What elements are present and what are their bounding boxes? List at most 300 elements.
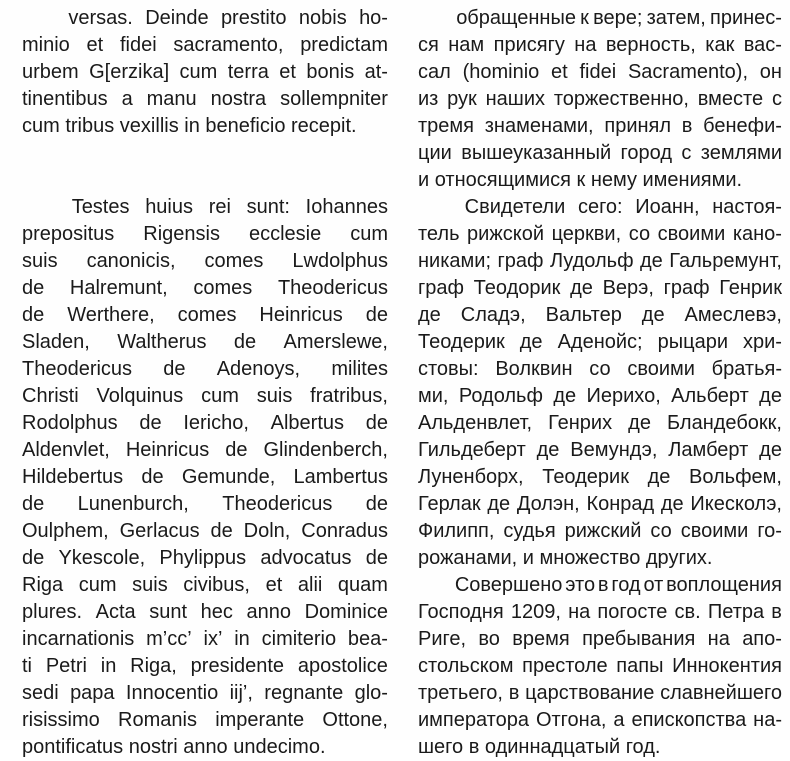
text-line xyxy=(418,32,782,59)
word: Riga, xyxy=(130,655,177,677)
word: он xyxy=(759,61,782,83)
word: рыцари xyxy=(657,331,728,353)
word: manu xyxy=(146,88,197,110)
word: Риге, xyxy=(418,628,467,650)
word: го- xyxy=(757,520,782,542)
word: никами; xyxy=(418,250,492,272)
word: de xyxy=(22,304,45,326)
word: настоя- xyxy=(712,196,782,218)
word: plures. xyxy=(22,601,83,623)
word: славнейшего xyxy=(660,682,782,704)
word: на xyxy=(574,34,597,56)
word: из xyxy=(418,88,439,110)
word: de xyxy=(22,493,45,515)
word: papa xyxy=(70,682,115,704)
word: Hildebertus xyxy=(22,466,124,488)
word: Albertus xyxy=(270,412,344,434)
text-line xyxy=(22,572,388,599)
word: Гильдеберт xyxy=(418,439,526,461)
text-line xyxy=(418,86,782,113)
word: imperante xyxy=(215,709,305,731)
word: de xyxy=(163,358,186,380)
text-line xyxy=(418,572,782,599)
text-line xyxy=(22,275,388,302)
word: Halremunt, xyxy=(69,277,168,299)
paragraph-russian-p2 xyxy=(418,194,782,572)
word: ся xyxy=(418,34,439,56)
word: город xyxy=(620,142,672,164)
word: de xyxy=(233,331,257,353)
word: m’cc’ xyxy=(146,628,192,650)
text-line xyxy=(22,113,388,140)
text-line xyxy=(22,653,388,680)
word: advocatus xyxy=(260,547,352,569)
word: де xyxy=(640,250,663,272)
word: Riga xyxy=(22,574,64,596)
word: рук xyxy=(447,88,477,110)
word: incarnationis xyxy=(22,628,135,650)
word: rei xyxy=(208,196,231,218)
word: Adenoys, xyxy=(216,358,301,380)
word: Rigensis xyxy=(143,223,220,245)
text-line xyxy=(418,680,782,707)
word: а xyxy=(613,709,625,731)
line-text: и относящимися к нему имениями. xyxy=(418,169,743,191)
word: Икесколэ, xyxy=(690,493,782,515)
word: время xyxy=(512,628,570,650)
word: Theodericus xyxy=(277,277,388,299)
word: де xyxy=(487,493,511,515)
word: Volquinus xyxy=(96,385,184,407)
word: Rodolphus xyxy=(22,412,118,434)
word: де xyxy=(628,412,651,434)
paragraph-latin-p2 xyxy=(22,194,388,761)
paragraph-spacer-latin xyxy=(22,140,388,194)
word: епископства xyxy=(631,709,747,731)
word: де xyxy=(553,385,577,407)
word: comes xyxy=(204,250,264,272)
word: ti xyxy=(22,655,32,677)
word: Лудольф xyxy=(549,250,634,272)
word: presidente xyxy=(190,655,285,677)
word: де xyxy=(536,439,560,461)
word: обращенные xyxy=(456,7,576,29)
word: Romanis xyxy=(118,709,197,731)
word: ecclesie xyxy=(248,223,322,245)
line-text: рожанами, и множество других. xyxy=(418,547,713,569)
word: рижский xyxy=(564,520,642,542)
word: сего: xyxy=(577,196,623,218)
text-line xyxy=(418,518,782,545)
word: de xyxy=(22,277,45,299)
word: prepositus xyxy=(22,223,115,245)
word: Sladen, xyxy=(22,331,90,353)
word: regnante xyxy=(264,682,344,704)
text-line xyxy=(22,194,388,221)
word: ho- xyxy=(359,7,388,29)
word: Господня xyxy=(418,601,504,623)
word: de xyxy=(139,412,162,434)
word: G[erzika] xyxy=(89,61,170,83)
word: de xyxy=(210,520,233,542)
word: Совершено xyxy=(454,574,563,596)
text-line xyxy=(22,356,388,383)
text-line xyxy=(418,194,782,221)
word: кано- xyxy=(732,223,782,245)
word: Theodericus xyxy=(22,358,133,380)
text-line xyxy=(22,221,388,248)
text-line xyxy=(418,113,782,140)
text-line xyxy=(418,275,782,302)
text-line xyxy=(418,491,782,518)
word: вас- xyxy=(743,34,782,56)
word: апо- xyxy=(742,628,782,650)
line-text: шего в одиннадцатый год. xyxy=(418,736,661,758)
word: вместе xyxy=(697,88,764,110)
word: Ykescole, xyxy=(58,547,146,569)
word: Heinricus xyxy=(259,304,343,326)
text-line xyxy=(418,626,782,653)
word: ми, xyxy=(418,385,449,407)
word: Вольфем, xyxy=(688,466,782,488)
word: et xyxy=(265,574,283,596)
word: iij’, xyxy=(229,682,253,704)
text-line xyxy=(22,599,388,626)
word: Oulphem, xyxy=(22,520,109,542)
word: canonicis, xyxy=(86,250,176,272)
word: во xyxy=(478,628,500,650)
word: присягу xyxy=(493,34,565,56)
word: et xyxy=(86,34,104,56)
word: Генрих xyxy=(548,412,613,434)
word: sunt: xyxy=(246,196,290,218)
word: бенефи- xyxy=(703,115,782,137)
word: на xyxy=(707,628,730,650)
word: вере; xyxy=(593,7,643,29)
line-text: pontificatus nostri anno undecimo. xyxy=(22,736,326,758)
word: de xyxy=(141,466,164,488)
word: Теодорик xyxy=(473,277,561,299)
word: Филипп, xyxy=(418,520,495,542)
word: Conradus xyxy=(301,520,388,542)
word: bea- xyxy=(347,628,388,650)
word: comes xyxy=(177,304,237,326)
word: in xyxy=(100,655,117,677)
word: Свидетели xyxy=(464,196,566,218)
word: как xyxy=(705,34,735,56)
text-line xyxy=(22,329,388,356)
word: с xyxy=(771,88,782,110)
text-line xyxy=(418,356,782,383)
word: верность, xyxy=(605,34,696,56)
word: Иерихо, xyxy=(586,385,661,407)
word: tinentibus xyxy=(22,88,108,110)
word: де xyxy=(570,277,593,299)
word: Родольф xyxy=(458,385,543,407)
word: nostra xyxy=(210,88,267,110)
word: стовы: xyxy=(418,358,479,380)
word: своими xyxy=(627,358,695,380)
word: императора xyxy=(418,709,529,731)
word: Iohannes xyxy=(305,196,388,218)
word: в xyxy=(681,115,693,137)
word: де xyxy=(759,439,782,461)
text-line xyxy=(418,545,782,572)
word: Acta xyxy=(95,601,136,623)
word: церкви, xyxy=(551,223,622,245)
text-line xyxy=(418,707,782,734)
line-text: cum tribus vexillis in beneficio recepit. xyxy=(22,115,357,137)
text-line xyxy=(418,437,782,464)
word: царствование xyxy=(525,682,655,704)
word: Верэ, xyxy=(602,277,654,299)
word: ix’ xyxy=(203,628,223,650)
word: Lambertus xyxy=(293,466,388,488)
word: anno xyxy=(246,601,291,623)
word: вышеуказанный xyxy=(461,142,612,164)
text-line xyxy=(418,248,782,275)
word: Теодерик xyxy=(418,331,505,353)
word: Gemunde, xyxy=(181,466,276,488)
word: Testes xyxy=(71,196,130,218)
word: sedi xyxy=(22,682,59,704)
word: папы xyxy=(616,655,664,677)
word: граф xyxy=(418,277,464,299)
word: Innocentio xyxy=(125,682,219,704)
word: prestito xyxy=(220,7,287,29)
word: de xyxy=(365,412,388,434)
word: Иннокентия xyxy=(672,655,782,677)
word: Ottone, xyxy=(322,709,388,731)
word: cum xyxy=(201,385,239,407)
word: fidei xyxy=(579,61,617,83)
text-line xyxy=(22,491,388,518)
word: сал xyxy=(418,61,451,83)
word: де xyxy=(660,493,684,515)
word: тель xyxy=(418,223,460,245)
word: граф xyxy=(497,250,544,272)
word: Альденвлет, xyxy=(418,412,533,434)
word: de xyxy=(365,547,388,569)
word: де xyxy=(647,466,671,488)
text-line xyxy=(22,680,388,707)
word: cimiterio xyxy=(261,628,337,650)
word: со xyxy=(650,520,672,542)
word: Deinde xyxy=(145,7,209,29)
word: Werthere, xyxy=(67,304,155,326)
word: де xyxy=(519,331,543,353)
word: quam xyxy=(337,574,388,596)
word: Альберт xyxy=(671,385,749,407)
word: de xyxy=(365,493,388,515)
word: predictam xyxy=(300,34,388,56)
text-line xyxy=(418,383,782,410)
word: граф xyxy=(663,277,710,299)
word: milites xyxy=(331,358,388,380)
text-line xyxy=(22,32,388,59)
word: sunt xyxy=(149,601,188,623)
word: торжественно, xyxy=(553,88,689,110)
word: тремя xyxy=(418,115,474,137)
text-line xyxy=(22,707,388,734)
word: Phylippus xyxy=(159,547,247,569)
word: cum xyxy=(350,223,388,245)
word: Вемундэ, xyxy=(570,439,658,461)
text-line xyxy=(418,599,782,626)
word: затем, xyxy=(646,7,706,29)
word: Иоанн, xyxy=(635,196,700,218)
word: 1209, xyxy=(510,601,561,623)
word: suis xyxy=(256,385,293,407)
word: suis xyxy=(132,574,168,596)
word: urbem xyxy=(22,61,79,83)
word: in xyxy=(234,628,250,650)
word: comes xyxy=(193,277,253,299)
word: Christi xyxy=(22,385,79,407)
text-line xyxy=(22,626,388,653)
word: в xyxy=(597,574,609,596)
word: Dominice xyxy=(304,601,388,623)
word: hec xyxy=(200,601,233,623)
word: de xyxy=(365,304,388,326)
russian-column xyxy=(400,0,790,761)
word: Аденойс; xyxy=(557,331,643,353)
text-line xyxy=(418,140,782,167)
text-line xyxy=(418,59,782,86)
text-line xyxy=(418,221,782,248)
text-line xyxy=(418,410,782,437)
text-line xyxy=(22,410,388,437)
word: (hominio xyxy=(462,61,540,83)
text-line xyxy=(22,437,388,464)
word: хри- xyxy=(743,331,782,353)
word: Генрик xyxy=(719,277,782,299)
word: от xyxy=(643,574,664,596)
text-line xyxy=(22,464,388,491)
word: Lwdolphus xyxy=(292,250,388,272)
word: Петра xyxy=(707,601,765,623)
word: fratribus, xyxy=(310,385,388,407)
word: наших xyxy=(485,88,546,110)
word: Герлак xyxy=(418,493,481,515)
word: Sacramento), xyxy=(627,61,749,83)
word: Petri xyxy=(45,655,87,677)
word: год xyxy=(611,574,641,596)
word: воплощения xyxy=(666,574,782,596)
word: et xyxy=(551,61,568,83)
word: судья xyxy=(503,520,556,542)
paragraph-latin-p1 xyxy=(22,5,388,140)
word: со xyxy=(628,223,651,245)
word: землями xyxy=(700,142,782,164)
word: de xyxy=(225,439,248,461)
word: Сладэ, xyxy=(460,304,526,326)
word: Doln, xyxy=(243,520,291,542)
word: Теодерик xyxy=(542,466,629,488)
word: Волквин xyxy=(495,358,573,380)
word: Iericho, xyxy=(183,412,249,434)
word: minio xyxy=(22,34,70,56)
text-line xyxy=(22,248,388,275)
word: ции xyxy=(418,142,452,164)
word: в xyxy=(508,682,520,704)
text-line xyxy=(418,734,782,761)
word: glo- xyxy=(354,682,388,704)
word: a xyxy=(121,88,133,110)
word: terra xyxy=(227,61,269,83)
word: де xyxy=(418,304,441,326)
word: cum xyxy=(78,574,117,596)
word: принес- xyxy=(710,7,782,29)
word: Glindenberch, xyxy=(263,439,388,461)
word: Отгона, xyxy=(535,709,607,731)
word: civibus, xyxy=(183,574,250,596)
word: versas. xyxy=(68,7,133,29)
word: Heinricus xyxy=(125,439,210,461)
word: Ламберт xyxy=(668,439,749,461)
word: Вальтер xyxy=(545,304,622,326)
word: престоле xyxy=(522,655,608,677)
word: своими xyxy=(657,223,726,245)
word: apostolice xyxy=(297,655,388,677)
word: на xyxy=(568,601,591,623)
word: это xyxy=(565,574,596,596)
word: fidei xyxy=(119,34,157,56)
text-line xyxy=(418,329,782,356)
word: sollempniter xyxy=(280,88,388,110)
paragraph-russian-p1 xyxy=(418,5,782,194)
text-line xyxy=(418,5,782,32)
word: рижской xyxy=(467,223,544,245)
text-line xyxy=(22,302,388,329)
word: Amerslewe, xyxy=(283,331,388,353)
word: стольском xyxy=(418,655,514,677)
word: Амеслевэ, xyxy=(684,304,782,326)
text-line xyxy=(22,545,388,572)
text-line xyxy=(22,734,388,761)
text-line xyxy=(418,302,782,329)
word: своими xyxy=(680,520,749,542)
word: Gerlacus xyxy=(119,520,200,542)
word: Lunenburch, xyxy=(77,493,189,515)
word: Конрад xyxy=(586,493,655,515)
word: et xyxy=(279,61,296,83)
word: с xyxy=(681,142,692,164)
word: нам xyxy=(448,34,485,56)
text-line xyxy=(22,59,388,86)
text-line xyxy=(418,653,782,680)
word: со xyxy=(589,358,611,380)
word: Бландебокк, xyxy=(667,412,782,434)
word: на- xyxy=(753,709,782,731)
word: Луненборх, xyxy=(418,466,524,488)
word: погосте xyxy=(597,601,668,623)
paragraph-russian-p3 xyxy=(418,572,782,761)
word: alii xyxy=(297,574,323,596)
word: sacramento, xyxy=(173,34,284,56)
word: de xyxy=(22,547,45,569)
word: де xyxy=(759,385,782,407)
word: пребывания xyxy=(582,628,696,650)
word: bonis xyxy=(306,61,355,83)
text-line xyxy=(22,5,388,32)
word: at- xyxy=(364,61,388,83)
word: nobis xyxy=(298,7,347,29)
word: Waltherus xyxy=(117,331,207,353)
word: cum xyxy=(179,61,218,83)
text-line xyxy=(22,518,388,545)
text-line xyxy=(22,383,388,410)
